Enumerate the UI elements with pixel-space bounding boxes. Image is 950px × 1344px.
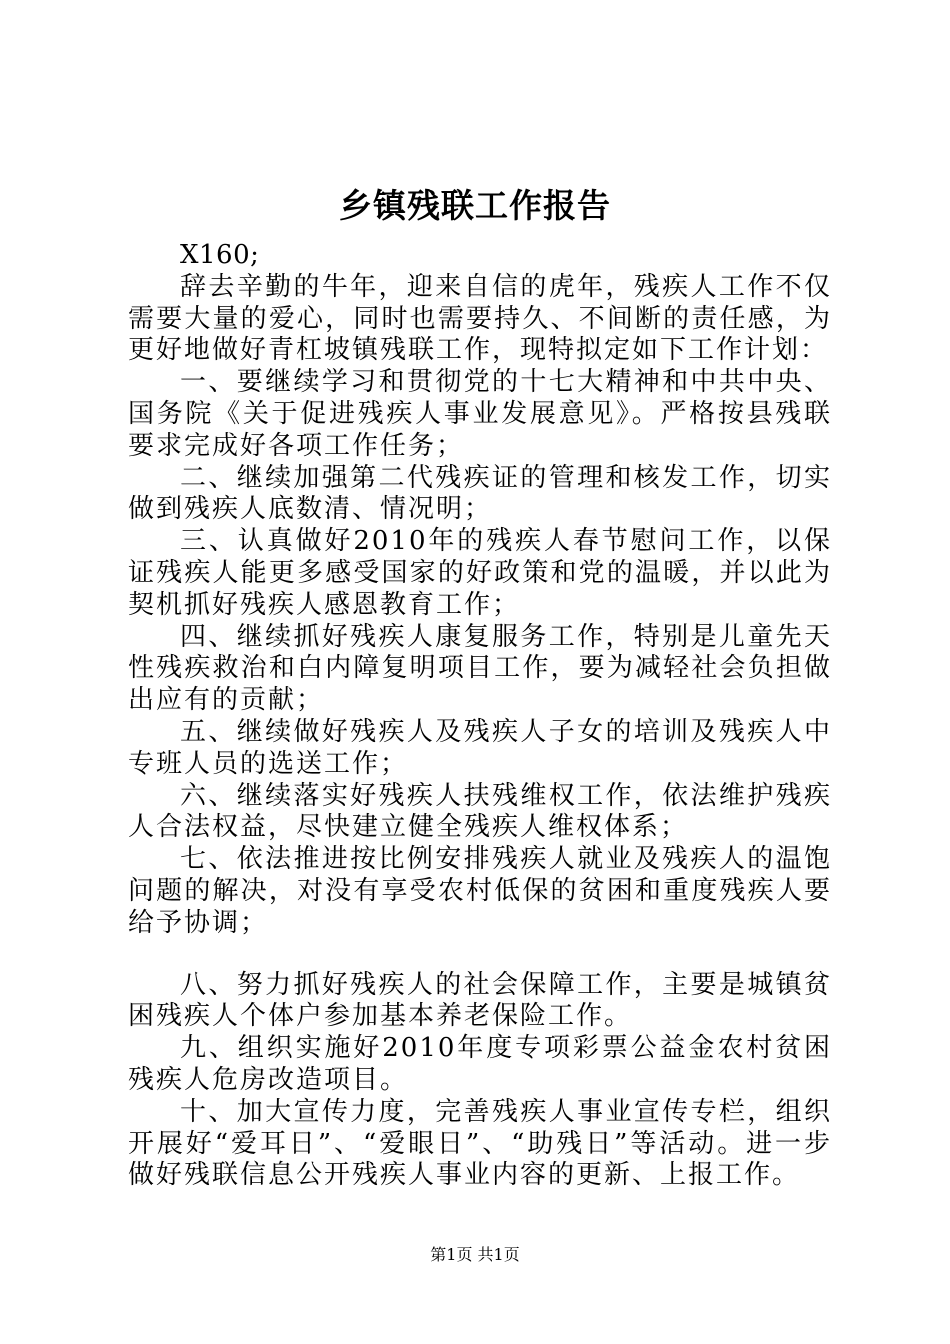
paragraph-item-2: 二、继续加强第二代残疾证的管理和核发工作，切实做到残疾人底数清、情况明；: [128, 462, 832, 525]
document-title: 乡镇残联工作报告: [339, 186, 611, 225]
document-code: X160;: [180, 240, 260, 270]
paragraph-item-3: 三、认真做好2010年的残疾人春节慰问工作，以保证残疾人能更多感受国家的好政策和党的温暖，并以此为契机抓好残疾人感恩教育工作；: [128, 526, 832, 620]
document-body: [128, 240, 832, 1192]
paragraph-item-6: 六、继续落实好残疾人扶残维权工作，依法维护残疾人合法权益，尽快建立健全残疾人维权体系；: [128, 780, 832, 843]
paragraph-item-4: 四、继续抓好残疾人康复服务工作，特别是儿童先天性残疾救治和白内障复明项目工作，要为减轻社会负担做出应有的贡献；: [128, 621, 832, 716]
paragraph-item-5: 五、继续做好残疾人及残疾人子女的培训及残疾人中专班人员的选送工作；: [128, 716, 832, 779]
page-footer: 第1页 共1页: [430, 1245, 520, 1264]
paragraph-intro: 辞去辛勤的牛年，迎来自信的虎年，残疾人工作不仅需要大量的爱心，同时也需要持久、不间断的责任感，为更好地做好青杠坡镇残联工作，现特拟定如下工作计划：: [128, 271, 832, 366]
paragraph-item-8: 八、努力抓好残疾人的社会保障工作，主要是城镇贫困残疾人个体户参加基本养老保险工作。: [128, 969, 832, 1032]
paragraph-item-10: 十、加大宣传力度，完善残疾人事业宣传专栏，组织开展好“爱耳日”、“爱眼日”、“助残日”等活动。进一步做好残联信息公开残疾人事业内容的更新、上报工作。: [128, 1096, 832, 1191]
paragraph-item-9: 九、组织实施好2010年度专项彩票公益金农村贫困残疾人危房改造项目。: [128, 1033, 832, 1095]
paragraph-item-7: 七、依法推进按比例安排残疾人就业及残疾人的温饱问题的解决，对没有享受农村低保的贫困和重度残疾人要给予协调；: [128, 844, 832, 938]
paragraph-item-1: 一、要继续学习和贯彻党的十七大精神和中共中央、国务院《关于促进残疾人事业发展意见》。严格按县残联要求完成好各项工作任务；: [128, 367, 832, 461]
